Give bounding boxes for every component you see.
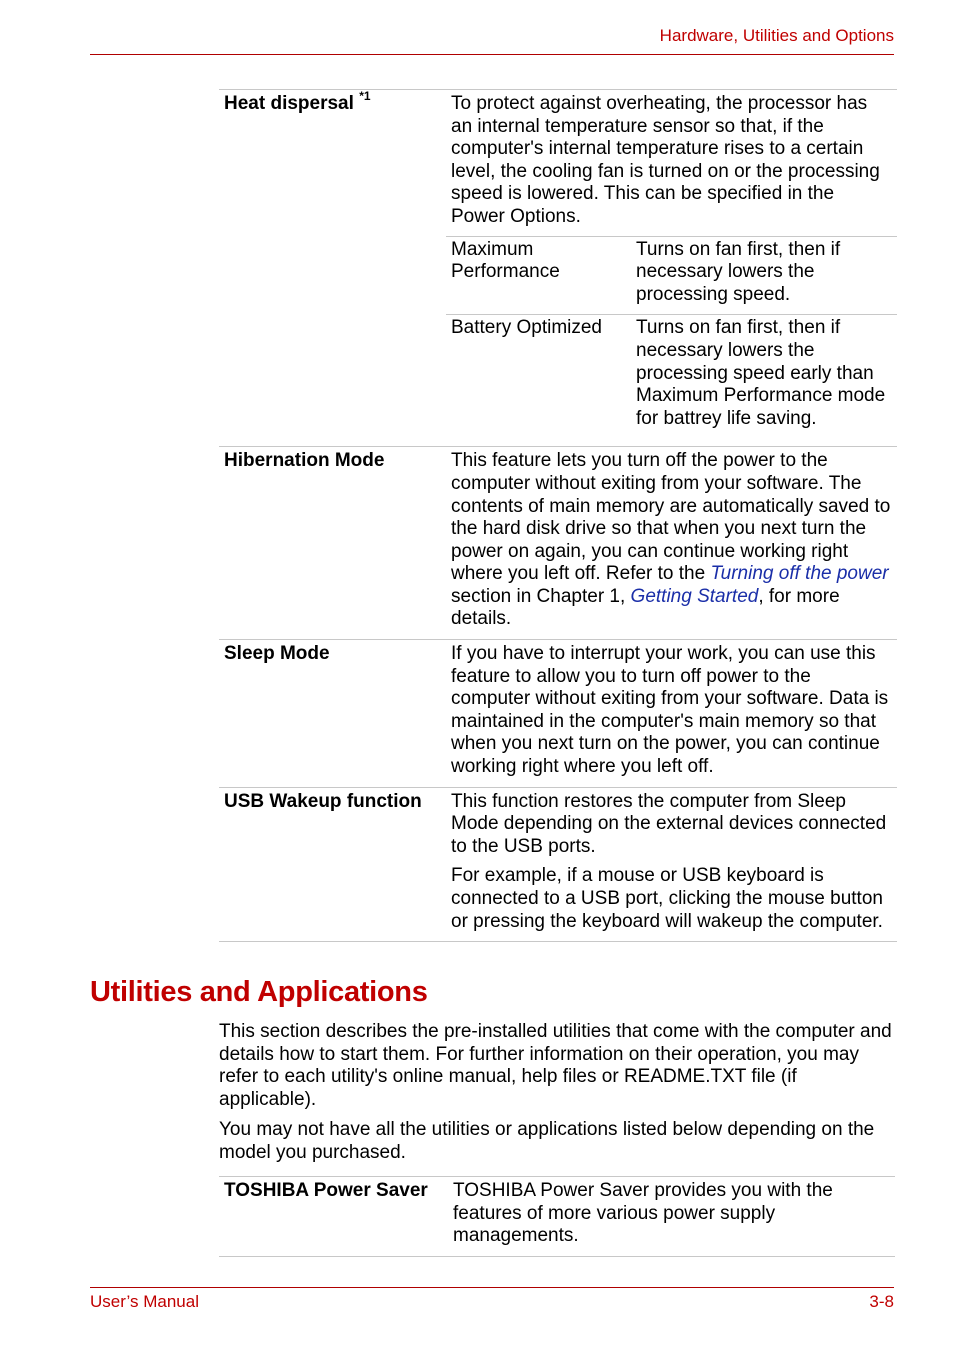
section-heading: Utilities and Applications	[90, 976, 428, 1008]
utilities-table	[219, 1176, 895, 1257]
table-row	[446, 315, 897, 438]
page-number: 3-8	[869, 1292, 894, 1311]
header-rule	[90, 54, 894, 55]
feature-table	[219, 89, 897, 942]
feature-term-hibernation: Hibernation Mode	[219, 447, 446, 640]
mode-desc: Turns on fan first, then if necessary lowers the processing speed early than Maximum Performance mode for battrey life saving.	[631, 315, 897, 438]
mode-name: Battery Optimized	[446, 315, 631, 438]
footer-manual-title: User’s Manual	[90, 1292, 199, 1311]
table-row	[219, 787, 897, 942]
feature-desc-hibernation: This feature lets you turn off the power to the computer without exiting from your software. The contents of main memory are automatically saved to the hard disk drive so that when you next turn the power on again, you can continue working right where you left off. Refer to the Turning off the power section in Chapter 1, Getting Started, for more details.	[446, 447, 897, 640]
turning-off-power-link[interactable]: Turning off the power	[710, 563, 889, 585]
mode-name: Maximum Performance	[446, 236, 631, 315]
section-paragraph: You may not have all the utilities or applications listed below depending on the model you purchased.	[219, 1119, 875, 1163]
mode-desc: Turns on fan first, then if necessary lowers the processing speed.	[631, 236, 897, 315]
utility-desc: TOSHIBA Power Saver provides you with the features of more various power supply managements.	[448, 1177, 895, 1257]
table-row	[219, 1177, 895, 1257]
feature-desc-sleep: If you have to interrupt your work, you can use this feature to allow you to turn off power to the computer without exiting from your software. Data is maintained in the computer's main memory so that when you next turn on the power, you can continue working right where you left off.	[446, 640, 897, 788]
table-row	[219, 640, 897, 788]
power-mode-table	[446, 236, 897, 439]
utility-name: TOSHIBA Power Saver	[219, 1177, 448, 1257]
getting-started-link[interactable]: Getting Started	[630, 585, 759, 607]
feature-desc-usb: This function restores the computer from Sleep Mode depending on the external devices connected to the USB ports. For example, if a mouse or USB keyboard is connected to a USB port, clicking the mouse button or pressing the keyboard will wakeup the computer.	[446, 787, 897, 942]
table-row	[219, 90, 897, 447]
feature-desc-heat: To protect against overheating, the processor has an internal temperature sensor so that, if the computer's internal temperature rises to a certain level, the cooling fan is turned on or the processing speed is lowered. This can be specified in the Power Options. Maximum Performance Turns on fan first, then if necessary lowers the processing speed. Battery Optimized Turns on fan first, then if necessary lowers the processing speed early than Maximum Performance mode for battrey life saving.	[446, 90, 897, 447]
feature-term-usb: USB Wakeup function	[219, 787, 446, 942]
footnote-marker[interactable]: *1	[359, 88, 371, 103]
running-header: Hardware, Utilities and Options	[659, 26, 894, 45]
footer-rule	[90, 1287, 894, 1288]
feature-term-sleep: Sleep Mode	[219, 640, 446, 788]
section-paragraph: This section describes the pre-installed utilities that come with the computer and details how to start them. For further information on their operation, you may refer to each utility's online manual, help files or README.TXT file (if applicable).	[219, 1021, 892, 1110]
table-row	[446, 236, 897, 315]
table-row	[219, 447, 897, 640]
feature-term-heat: Heat dispersal $^{*1}$	[219, 90, 446, 447]
